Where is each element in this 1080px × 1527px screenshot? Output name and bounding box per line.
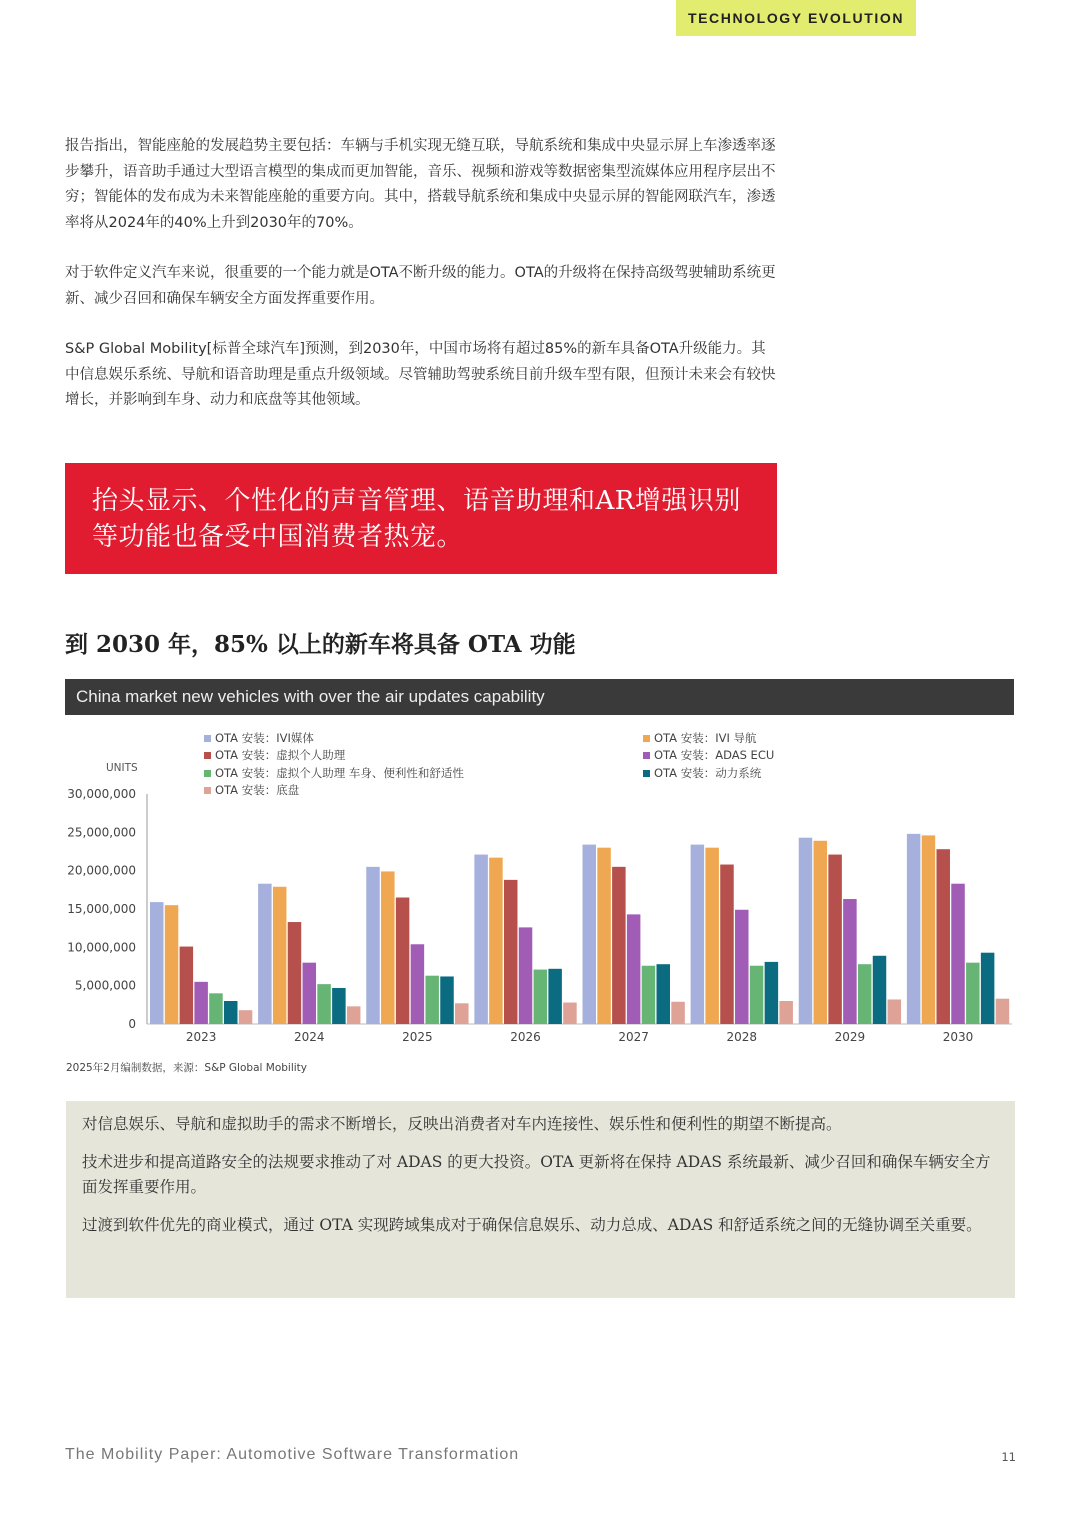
section-tag: TECHNOLOGY EVOLUTION [676,0,916,36]
bar-2024-series-5 [332,988,346,1024]
legend-item [643,730,774,747]
bar-2023-series-4 [209,993,223,1024]
bar-2028-series-0 [691,845,705,1024]
bar-2030-series-0 [907,834,921,1024]
bar-2025-series-5 [440,976,454,1024]
bar-2024-series-0 [258,884,272,1024]
bar-2028-series-1 [705,848,719,1024]
bar-2029-series-2 [828,855,842,1024]
bar-2024-series-3 [303,963,317,1024]
summary-paragraph-2: 技术进步和提高道路安全的法规要求推动了对 ADAS 的更大投资。OTA 更新将在保持 ADAS 系统最新、减少召回和确保车辆安全方面发挥重要作用。 [82,1153,991,1196]
bar-2027-series-2 [612,867,626,1024]
bar-2030-series-1 [922,835,936,1024]
bar-2023-series-2 [180,947,194,1024]
bar-2029-series-0 [799,838,813,1024]
footer-title: The Mobility Paper: Automotive Software Transformation [65,1446,520,1463]
y-tick-label: 20,000,000 [67,863,136,878]
x-tick-label: 2024 [294,1030,325,1044]
legend-label: OTA 安装：动力系统 [654,765,762,780]
bar-2026-series-2 [504,880,517,1024]
x-tick-label: 2027 [618,1030,649,1044]
bar-2028-series-5 [765,962,779,1024]
chart-source: 2025年2月编制数据，来源：S&P Global Mobility [66,1062,307,1074]
bar-2026-series-1 [489,858,503,1024]
bar-2027-series-6 [671,1002,685,1024]
bar-2026-series-3 [519,927,533,1024]
x-tick-label: 2028 [726,1030,758,1044]
x-tick-label: 2025 [402,1030,433,1044]
bar-2028-series-2 [720,865,734,1024]
legend-label: OTA 安装：ADAS ECU [654,748,775,763]
bar-2029-series-3 [843,899,857,1024]
bar-2025-series-1 [381,871,395,1024]
bar-2030-series-5 [981,953,995,1024]
legend-label: OTA 安装：IVI媒体 [215,731,314,745]
y-tick-label: 25,000,000 [67,825,136,840]
bar-2027-series-3 [627,914,641,1024]
legend-item [643,747,774,764]
bar-2029-series-5 [873,956,887,1024]
bar-2025-series-0 [366,867,380,1024]
bar-2030-series-4 [966,963,980,1024]
legend-label: OTA 安装：虚拟个人助理 车身、便利性和舒适性 [215,765,464,780]
y-tick-label: 15,000,000 [67,902,136,916]
bar-2028-series-3 [735,910,749,1024]
legend-swatch [643,770,650,777]
paragraph-3: S&P Global Mobility[标普全球汽车]预测，到2030年，中国市场将有超过85%的新车具备OTA升级能力。其中信息娱乐系统、导航和语音助理是重点升级领域。尽管辅助驾驶系统目前升级车型有限，但预计未来会有较快增长，并影响到车身、动力和底盘等其他领域。 [65,341,776,408]
bar-2027-series-1 [597,848,611,1024]
bar-2023-series-6 [239,1010,253,1024]
bar-2028-series-4 [750,966,764,1024]
x-tick-label: 2030 [942,1030,974,1044]
bar-2026-series-0 [474,855,488,1024]
bar-2029-series-4 [858,964,872,1024]
bar-2026-series-6 [563,1003,577,1024]
y-tick-label: 0 [128,1017,136,1031]
bar-2023-series-3 [194,982,208,1024]
y-axis-units-label: UNITS [106,762,138,774]
bar-2025-series-6 [455,1003,469,1024]
bar-2030-series-6 [996,999,1010,1024]
legend-swatch [204,770,211,777]
chart-heading: 到 2030 年，85% 以上的新车将具备 OTA 功能 [65,631,576,658]
summary-paragraph-1: 对信息娱乐、导航和虚拟助手的需求不断增长，反映出消费者对车内连接性、娱乐性和便利性的期望不断提高。 [82,1115,842,1133]
legend-label: OTA 安装：虚拟个人助理 [215,748,346,763]
bar-2030-series-3 [951,884,965,1024]
bar-2023-series-0 [150,902,164,1024]
bar-2025-series-2 [396,898,410,1025]
bar-2023-series-5 [224,1001,238,1024]
paragraph-2: 对于软件定义汽车来说，很重要的一个能力就是OTA不断升级的能力。OTA的升级将在保持高级驾驶辅助系统更新、减少召回和确保车辆安全方面发挥重要作用。 [65,265,776,307]
y-tick-label: 5,000,000 [74,978,136,993]
bar-2030-series-2 [936,849,950,1024]
x-tick-label: 2026 [510,1030,541,1044]
legend-swatch [204,735,211,742]
bar-2024-series-4 [317,984,331,1024]
legend-label: OTA 安装：IVI 导航 [654,731,757,745]
bar-2024-series-1 [273,887,287,1024]
y-tick-label: 10,000,000 [67,940,136,955]
bar-2026-series-4 [534,970,548,1024]
legend-swatch [204,752,211,759]
summary-paragraph-3: 过渡到软件优先的商业模式，通过 OTA 实现跨域集成对于确保信息娱乐、动力总成、ADAS 和舒适系统之间的无缝协调至关重要。 [82,1216,982,1234]
bar-2029-series-1 [814,841,828,1024]
x-tick-label: 2023 [185,1030,217,1044]
legend-label: OTA 安装：底盘 [215,782,300,797]
bar-2023-series-1 [165,905,179,1024]
y-tick-label: 30,000,000 [67,787,136,801]
bar-2027-series-0 [583,845,597,1024]
summary-box [66,1101,1015,1298]
page-number: 11 [1001,1450,1016,1464]
bar-2024-series-2 [288,922,302,1024]
legend-swatch [643,735,650,742]
bar-2025-series-4 [425,976,439,1024]
ota-bar-chart [0,780,1080,1050]
bar-2027-series-4 [642,966,656,1024]
legend-swatch [643,752,650,759]
callout-quote: 抬头显示、个性化的声音管理、语音助理和AR增强识别等功能也备受中国消费者热宠。 [65,463,777,574]
bar-2024-series-6 [347,1006,361,1024]
chart-banner: China market new vehicles with over the air updates capability [65,679,1014,715]
bar-2025-series-3 [411,944,425,1024]
bar-2028-series-6 [779,1001,793,1024]
legend-item [204,747,464,764]
bar-2026-series-5 [548,969,562,1024]
bar-2027-series-5 [657,964,671,1024]
legend-item [204,730,464,747]
bar-2029-series-6 [888,999,902,1024]
chart-legend-right [643,730,774,782]
x-tick-label: 2029 [834,1030,866,1044]
paragraph-1: 报告指出，智能座舱的发展趋势主要包括：车辆与手机实现无缝互联，导航系统和集成中央显示屏上车渗透率逐步攀升，语音助手通过大型语言模型的集成而更加智能，音乐、视频和游戏等数据密集型流媒体应用程序层出不穷；智能体的发布成为未来智能座舱的重要方向。其中，搭载导航系统和集成中央显示屏的智能网联汽车，渗透率将从2024年的40%上升到2030年的70%。 [65,138,776,231]
